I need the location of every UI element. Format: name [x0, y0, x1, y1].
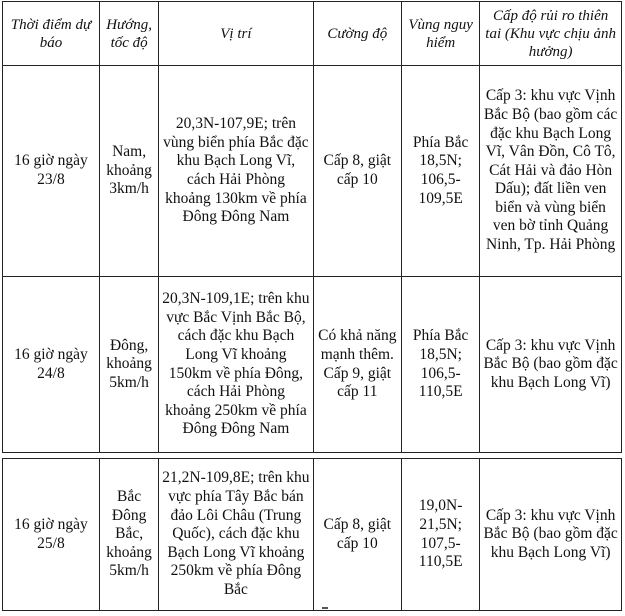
- header-direction-speed: Hướng, tốc độ: [99, 2, 158, 66]
- table-row: [3, 66, 622, 277]
- cell-direction: Nam, khoảng 3km/h: [99, 66, 158, 277]
- cell-danger-zone: Phía Bắc 18,5N; 106,5-110,5E: [402, 277, 480, 453]
- cell-danger-zone: Phía Bắc 18,5N; 106,5-109,5E: [402, 66, 480, 277]
- scan-artifact-mark: [322, 607, 328, 609]
- cell-intensity: Cấp 8, giật cấp 10: [313, 66, 402, 277]
- cell-risk: Cấp 3: khu vực Vịnh Bắc Bộ (bao gồm các đặc khu Bạch Long Vĩ, Vân Đồn, Cô Tô, Cát Hải và đảo Hòn Dấu); đất liền ven biển và vùng biển ven bờ tỉnh Quảng Ninh, Tp. Hải Phòng: [480, 66, 622, 277]
- cell-danger-zone: 19,0N-21,5N; 107,5-110,5E: [402, 459, 480, 611]
- cell-risk: Cấp 3: khu vực Vịnh Bắc Bộ (bao gồm đặc khu Bạch Long Vĩ): [480, 459, 622, 611]
- cell-time: 16 giờ ngày 23/8: [3, 66, 100, 277]
- header-danger-zone: Vùng nguy hiểm: [402, 2, 480, 66]
- header-position: Vị trí: [159, 2, 313, 66]
- cell-time: 16 giờ ngày 25/8: [3, 459, 100, 611]
- forecast-table: [2, 1, 622, 453]
- cell-position: 20,3N-107,9E; trên vùng biển phía Bắc đặc khu Bạch Long Vĩ, cách Hải Phòng khoảng 130km về phía Đông Đông Nam: [159, 66, 313, 277]
- header-forecast-time: Thời điểm dự báo: [3, 2, 100, 66]
- cell-intensity: Cấp 8, giật cấp 10: [313, 459, 402, 611]
- cell-position: 20,3N-109,1E; trên khu vực Bắc Vịnh Bắc Bộ, cách đặc khu Bạch Long Vĩ khoảng 150km về phía Đông, cách Hải Phòng khoảng 250km về phía Đông Đông Nam: [159, 277, 313, 453]
- table-row: [3, 459, 622, 611]
- cell-risk: Cấp 3: khu vực Vịnh Bắc Bộ (bao gồm đặc khu Bạch Long Vĩ): [480, 277, 622, 453]
- cell-intensity: Có khả năng mạnh thêm. Cấp 9, giật cấp 11: [313, 277, 402, 453]
- table-row: [3, 277, 622, 453]
- cell-time: 16 giờ ngày 24/8: [3, 277, 100, 453]
- cell-position: 21,2N-109,8E; trên khu vực phía Tây Bắc bán đảo Lôi Châu (Trung Quốc), cách đặc khu Bạch Long Vĩ khoảng 250km về phía Đông Bắc: [159, 459, 313, 611]
- cell-direction: Đông, khoảng 5km/h: [99, 277, 158, 453]
- forecast-table-continued: [2, 458, 622, 611]
- table-header-row: [3, 2, 622, 66]
- header-intensity: Cường độ: [313, 2, 402, 66]
- cell-direction: Bắc Đông Bắc, khoảng 5km/h: [99, 459, 158, 611]
- header-risk-level: Cấp độ rủi ro thiên tai (Khu vực chịu ảnh hưởng): [480, 2, 622, 66]
